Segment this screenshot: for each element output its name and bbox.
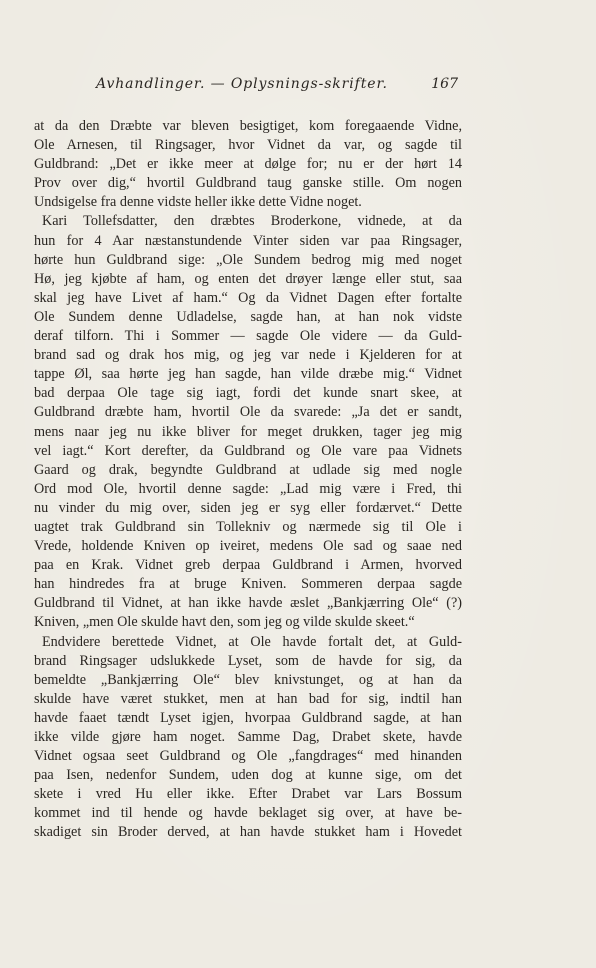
text-line: Ord mod Ole, hvortil denne sagde: „Lad mig være i Fred, thi <box>34 480 462 497</box>
text-line: paa Isen, nedenfor Sundem, uden dog at kunne sige, om det <box>34 767 462 784</box>
text-line: Prov over dig,“ hvortil Guldbrand taug ganske stille. Om nogen <box>34 175 462 192</box>
text-line: Ole Arnesen, til Ringsager, hvor Vidnet da var, og sagde til <box>34 137 462 154</box>
text-line: kommet ind til hende og havde beklaget sig over, at have be- <box>34 805 462 822</box>
text-line: mens naar jeg nu ikke bliver for meget drukken, tager jeg mig <box>34 423 462 440</box>
text-line: at da den Dræbte var bleven besigtiget, kom foregaaende Vidne, <box>34 118 462 134</box>
text-line: Undsigelse fra denne vidste heller ikke dette Vidne noget. <box>34 194 362 211</box>
page-number: 167 <box>431 76 458 92</box>
text-line: Kari Tollefsdatter, den dræbtes Broderkone, vidnede, at da <box>42 213 462 230</box>
text-line: ikke vilde gjøre ham noget. Samme Dag, Drabet skete, havde <box>34 729 462 745</box>
text-line: Guldbrand dræbte ham, hvortil Ole da svarede: „Ja det er sandt, <box>34 404 462 421</box>
text-line: Vidnet ogsaa seet Guldbrand og Ole „fangdrages“ med hinanden <box>34 748 462 765</box>
text-line: nu vinder du mig over, siden jeg er syg eller fordærvet.“ Dette <box>34 499 462 516</box>
text-line: Gaard og drak, begyndte Guldbrand at udlade sig med nogle <box>34 461 462 478</box>
text-line: tappe Øl, saa hørte jeg han sagde, han vilde dræbe mig.“ Vidnet <box>34 366 462 383</box>
text-line: skete i vred Hu eller ikke. Efter Drabet var Lars Bossum <box>34 786 462 803</box>
text-line: Hø, jeg kjøbte af ham, og enten det drøyer længe eller stut, saa <box>34 270 462 287</box>
text-line: brand Ringsager udslukkede Lyset, som de havde for sig, da <box>34 652 462 669</box>
text-line: bemeldte „Bankjærring Ole“ blev knivstunget, og at han da <box>34 671 462 688</box>
text-line: uagtet trak Guldbrand sin Tollekniv og nærmede sig til Ole i <box>34 518 462 535</box>
text-line: skadiget sin Broder derved, at han havde stukket ham i Hovedet <box>34 824 462 841</box>
text-line: Endvidere berettede Vidnet, at Ole havde fortalt det, at Guld- <box>42 633 462 650</box>
text-line: Guldbrand til Vidnet, at han ikke havde æslet „Bankjærring Ole“ (?) <box>34 595 462 612</box>
text-line: Kniven, „men Ole skulde havt den, som jeg og vilde skulde skeet.“ <box>34 614 415 631</box>
text-line: havde faaet tændt Lyset igjen, hvorpaa Guldbrand sagde, at han <box>34 709 462 726</box>
running-header <box>96 76 460 98</box>
running-header-title: Avhandlinger. — Oplysnings-skrifter. <box>96 76 388 92</box>
text-line: brand sad og drak hos mig, og jeg var nede i Kjelderen for at <box>34 347 462 364</box>
text-line: hørte hun Guldbrand sige: „Ole Sundem bedrog mig med noget <box>34 251 462 268</box>
text-line: Vrede, holdende Kniven op iveiret, medens Ole sad og saae ned <box>34 538 462 555</box>
text-line: skal jeg have Livet af ham.“ Og da Vidnet Dagen efter fortalte <box>34 289 462 306</box>
text-line: deraf tilforn. Thi i Sommer — sagde Ole videre — da Guld- <box>34 328 462 345</box>
text-line: vel iagt.“ Kort derefter, da Guldbrand og Ole vare paa Vidnets <box>34 442 462 459</box>
text-line: bad derpaa Ole tage sig iagt, fordi det kunde snart skee, at <box>34 385 462 402</box>
text-line: hun for 4 Aar næstanstundende Vinter siden var paa Ringsager, <box>34 232 462 249</box>
body-text <box>34 117 462 843</box>
text-line: paa en Krak. Vidnet greb derpaa Guldbrand i Armen, hvorved <box>34 557 462 574</box>
text-line: Guldbrand: „Det er ikke meer at dølge for; nu er der hørt 14 <box>34 156 462 173</box>
text-line: skulde have været stukket, men at han bad for sig, indtil han <box>34 690 462 707</box>
text-line: han hindredes fra at bruge Kniven. Sommeren derpaa sagde <box>34 576 462 593</box>
text-line: Ole Sundem denne Udladelse, sagde han, at han nok vidste <box>34 308 462 325</box>
